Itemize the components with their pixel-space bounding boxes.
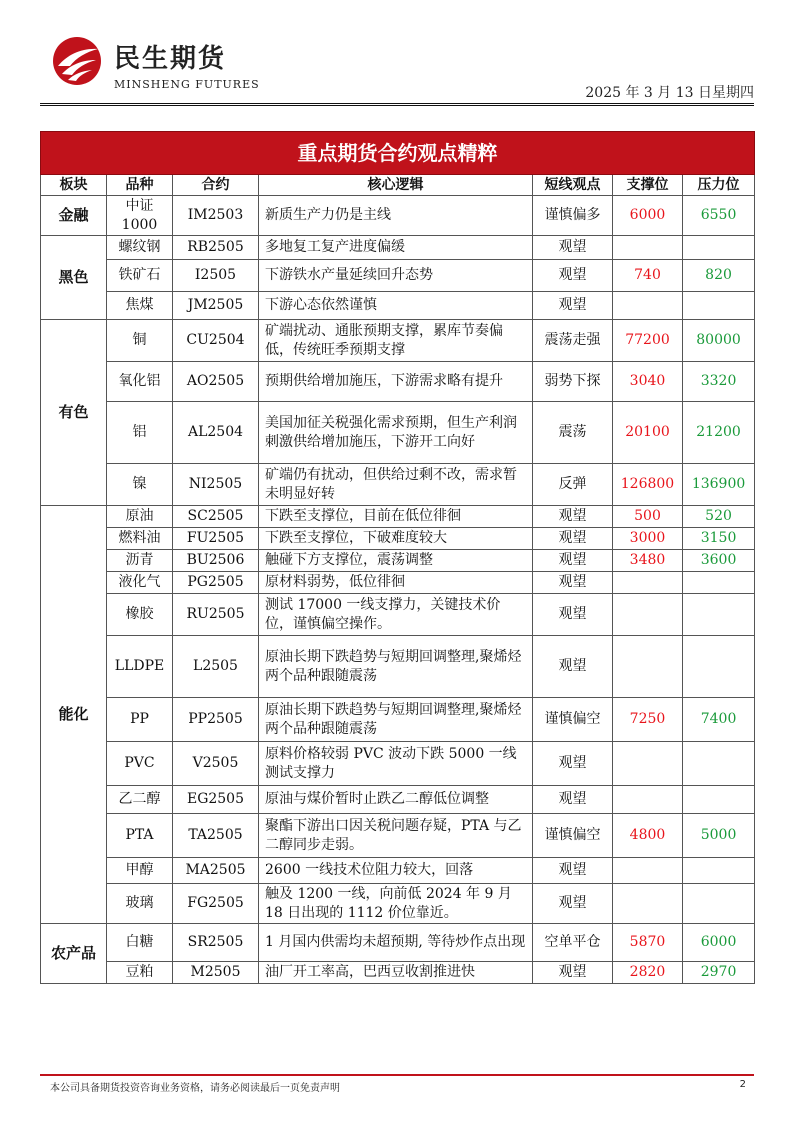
view-cell: 观望 xyxy=(533,636,613,698)
support-cell: 126800 xyxy=(613,464,683,506)
logic-cell: 新质生产力仍是主线 xyxy=(259,196,533,236)
contract-cell: NI2505 xyxy=(173,464,259,506)
variety-cell: 白糖 xyxy=(107,924,173,962)
contract-cell: FG2505 xyxy=(173,884,259,924)
logic-cell: 触及 1200 一线，向前低 2024 年 9 月 18 日出现的 1112 价位靠近。 xyxy=(259,884,533,924)
view-cell: 弱势下探 xyxy=(533,362,613,402)
table-row xyxy=(41,506,755,528)
col-header-contract: 合约 xyxy=(173,175,259,196)
view-cell: 震荡走强 xyxy=(533,320,613,362)
table-row xyxy=(41,962,755,984)
contract-cell: FU2505 xyxy=(173,528,259,550)
support-cell xyxy=(613,236,683,260)
variety-cell: 豆粕 xyxy=(107,962,173,984)
variety-cell: 甲醇 xyxy=(107,858,173,884)
logic-cell: 2600 一线技术位阻力较大，回落 xyxy=(259,858,533,884)
brand-name-cn: 民生期货 xyxy=(114,44,227,74)
variety-cell: 铝 xyxy=(107,402,173,464)
variety-cell: 原油 xyxy=(107,506,173,528)
table-row xyxy=(41,320,755,362)
table-row xyxy=(41,402,755,464)
table-row xyxy=(41,786,755,814)
variety-cell: 螺纹钢 xyxy=(107,236,173,260)
table-row xyxy=(41,528,755,550)
variety-cell: LLDPE xyxy=(107,636,173,698)
logic-cell: 油厂开工率高，巴西豆收割推进快 xyxy=(259,962,533,984)
view-cell: 震荡 xyxy=(533,402,613,464)
logic-cell: 原材料弱势，低位徘徊 xyxy=(259,572,533,594)
table-row xyxy=(41,362,755,402)
table-row xyxy=(41,698,755,742)
support-cell xyxy=(613,742,683,786)
support-cell: 3000 xyxy=(613,528,683,550)
variety-cell: 铜 xyxy=(107,320,173,362)
futures-view-table xyxy=(40,131,755,984)
resistance-cell: 21200 xyxy=(683,402,755,464)
support-cell: 6000 xyxy=(613,196,683,236)
support-cell xyxy=(613,884,683,924)
col-header-view: 短线观点 xyxy=(533,175,613,196)
contract-cell: IM2503 xyxy=(173,196,259,236)
resistance-cell: 80000 xyxy=(683,320,755,362)
contract-cell: L2505 xyxy=(173,636,259,698)
logic-cell: 1 月国内供需均未超预期, 等待炒作点出现 xyxy=(259,924,533,962)
logic-cell: 下跌至支撑位，下破难度较大 xyxy=(259,528,533,550)
variety-cell: PTA xyxy=(107,814,173,858)
brand-name-en: MINSHENG FUTURES xyxy=(114,78,260,91)
variety-cell: PVC xyxy=(107,742,173,786)
view-cell: 观望 xyxy=(533,236,613,260)
logic-cell: 原油长期下跌趋势与短期回调整理,聚烯烃两个品种跟随震荡 xyxy=(259,636,533,698)
view-cell: 谨慎偏空 xyxy=(533,814,613,858)
support-cell xyxy=(613,636,683,698)
resistance-cell: 7400 xyxy=(683,698,755,742)
view-cell: 观望 xyxy=(533,550,613,572)
variety-cell: 液化气 xyxy=(107,572,173,594)
logic-cell: 矿端仍有扰动，但供给过剩不改，需求暂未明显好转 xyxy=(259,464,533,506)
variety-cell: 沥青 xyxy=(107,550,173,572)
resistance-cell: 2970 xyxy=(683,962,755,984)
logic-cell: 原料价格较弱 PVC 波动下跌 5000 一线测试支撑力 xyxy=(259,742,533,786)
table-row xyxy=(41,196,755,236)
sector-cell: 能化 xyxy=(41,506,107,924)
resistance-cell xyxy=(683,572,755,594)
contract-cell: AL2504 xyxy=(173,402,259,464)
support-cell: 3040 xyxy=(613,362,683,402)
sector-cell: 金融 xyxy=(41,196,107,236)
contract-cell: TA2505 xyxy=(173,814,259,858)
variety-cell: 焦煤 xyxy=(107,292,173,320)
support-cell: 3480 xyxy=(613,550,683,572)
variety-cell: PP xyxy=(107,698,173,742)
contract-cell: JM2505 xyxy=(173,292,259,320)
resistance-cell xyxy=(683,786,755,814)
sector-cell: 有色 xyxy=(41,320,107,506)
col-header-variety: 品种 xyxy=(107,175,173,196)
logic-cell: 下跌至支撑位，目前在低位徘徊 xyxy=(259,506,533,528)
variety-cell: 氧化铝 xyxy=(107,362,173,402)
table-row xyxy=(41,464,755,506)
logic-cell: 触碰下方支撑位，震荡调整 xyxy=(259,550,533,572)
view-cell: 观望 xyxy=(533,260,613,292)
contract-cell: CU2504 xyxy=(173,320,259,362)
footer-disclaimer: 本公司具备期货投资咨询业务资格，请务必阅读最后一页免责声明 xyxy=(50,1083,340,1094)
resistance-cell xyxy=(683,636,755,698)
support-cell: 500 xyxy=(613,506,683,528)
support-cell xyxy=(613,292,683,320)
contract-cell: PG2505 xyxy=(173,572,259,594)
sector-cell: 黑色 xyxy=(41,236,107,320)
view-cell: 反弹 xyxy=(533,464,613,506)
view-cell: 空单平仓 xyxy=(533,924,613,962)
support-cell: 4800 xyxy=(613,814,683,858)
table-row xyxy=(41,636,755,698)
contract-cell: EG2505 xyxy=(173,786,259,814)
support-cell xyxy=(613,572,683,594)
view-cell: 观望 xyxy=(533,786,613,814)
report-date: 2025 年 3 月 13 日星期四 xyxy=(585,85,754,101)
logic-cell: 原油长期下跌趋势与短期回调整理,聚烯烃两个品种跟随震荡 xyxy=(259,698,533,742)
view-cell: 观望 xyxy=(533,884,613,924)
contract-cell: V2505 xyxy=(173,742,259,786)
view-cell: 观望 xyxy=(533,962,613,984)
contract-cell: RB2505 xyxy=(173,236,259,260)
view-cell: 观望 xyxy=(533,528,613,550)
variety-cell: 镍 xyxy=(107,464,173,506)
view-cell: 观望 xyxy=(533,506,613,528)
logic-cell: 下游心态依然谨慎 xyxy=(259,292,533,320)
sector-cell: 农产品 xyxy=(41,924,107,984)
view-cell: 观望 xyxy=(533,594,613,636)
col-header-resistance: 压力位 xyxy=(683,175,755,196)
table-row xyxy=(41,572,755,594)
variety-cell: 橡胶 xyxy=(107,594,173,636)
logic-cell: 聚酯下游出口因关税问题存疑，PTA 与乙二醇同步走弱。 xyxy=(259,814,533,858)
resistance-cell: 6550 xyxy=(683,196,755,236)
table-row xyxy=(41,742,755,786)
col-header-support: 支撑位 xyxy=(613,175,683,196)
logic-cell: 美国加征关税强化需求预期，但生产利润刺激供给增加施压，下游开工向好 xyxy=(259,402,533,464)
resistance-cell: 3150 xyxy=(683,528,755,550)
view-cell: 谨慎偏空 xyxy=(533,698,613,742)
support-cell: 77200 xyxy=(613,320,683,362)
contract-cell: AO2505 xyxy=(173,362,259,402)
support-cell xyxy=(613,858,683,884)
resistance-cell: 3320 xyxy=(683,362,755,402)
contract-cell: MA2505 xyxy=(173,858,259,884)
table-row xyxy=(41,884,755,924)
view-cell: 观望 xyxy=(533,572,613,594)
resistance-cell xyxy=(683,858,755,884)
resistance-cell: 3600 xyxy=(683,550,755,572)
support-cell xyxy=(613,786,683,814)
resistance-cell xyxy=(683,292,755,320)
logic-cell: 矿端扰动、通胀预期支撑，累库节奏偏低，传统旺季预期支撑 xyxy=(259,320,533,362)
table-header-row xyxy=(41,175,755,196)
contract-cell: PP2505 xyxy=(173,698,259,742)
view-cell: 观望 xyxy=(533,742,613,786)
resistance-cell xyxy=(683,594,755,636)
table-row xyxy=(41,236,755,260)
support-cell xyxy=(613,594,683,636)
view-cell: 观望 xyxy=(533,858,613,884)
header-rule-2 xyxy=(40,105,754,106)
table-row xyxy=(41,858,755,884)
logic-cell: 下游铁水产量延续回升态势 xyxy=(259,260,533,292)
logic-cell: 原油与煤价暂时止跌乙二醇低位调整 xyxy=(259,786,533,814)
footer-rule xyxy=(40,1074,754,1076)
logic-cell: 测试 17000 一线支撑力，关键技术价位，谨慎偏空操作。 xyxy=(259,594,533,636)
col-header-sector: 板块 xyxy=(41,175,107,196)
contract-cell: M2505 xyxy=(173,962,259,984)
table-row xyxy=(41,814,755,858)
support-cell: 2820 xyxy=(613,962,683,984)
contract-cell: RU2505 xyxy=(173,594,259,636)
contract-cell: BU2506 xyxy=(173,550,259,572)
view-cell: 观望 xyxy=(533,292,613,320)
variety-cell: 铁矿石 xyxy=(107,260,173,292)
table-title: 重点期货合约观点精粹 xyxy=(41,132,755,175)
variety-cell: 中证 1000 xyxy=(107,196,173,236)
resistance-cell xyxy=(683,884,755,924)
contract-cell: I2505 xyxy=(173,260,259,292)
contract-cell: SR2505 xyxy=(173,924,259,962)
resistance-cell xyxy=(683,742,755,786)
resistance-cell: 5000 xyxy=(683,814,755,858)
table-row xyxy=(41,292,755,320)
page-header xyxy=(40,30,754,102)
support-cell: 5870 xyxy=(613,924,683,962)
resistance-cell: 136900 xyxy=(683,464,755,506)
table-row xyxy=(41,594,755,636)
header-rule xyxy=(40,103,754,104)
support-cell: 740 xyxy=(613,260,683,292)
resistance-cell xyxy=(683,236,755,260)
minsheng-logo-icon xyxy=(52,36,102,86)
logic-cell: 多地复工复产进度偏缓 xyxy=(259,236,533,260)
resistance-cell: 6000 xyxy=(683,924,755,962)
resistance-cell: 820 xyxy=(683,260,755,292)
table-row xyxy=(41,924,755,962)
contract-cell: SC2505 xyxy=(173,506,259,528)
variety-cell: 乙二醇 xyxy=(107,786,173,814)
support-cell: 7250 xyxy=(613,698,683,742)
table-row xyxy=(41,550,755,572)
variety-cell: 燃料油 xyxy=(107,528,173,550)
support-cell: 20100 xyxy=(613,402,683,464)
variety-cell: 玻璃 xyxy=(107,884,173,924)
logic-cell: 预期供给增加施压，下游需求略有提升 xyxy=(259,362,533,402)
resistance-cell: 520 xyxy=(683,506,755,528)
col-header-logic: 核心逻辑 xyxy=(259,175,533,196)
page-number: 2 xyxy=(739,1079,746,1090)
table-row xyxy=(41,260,755,292)
view-cell: 谨慎偏多 xyxy=(533,196,613,236)
